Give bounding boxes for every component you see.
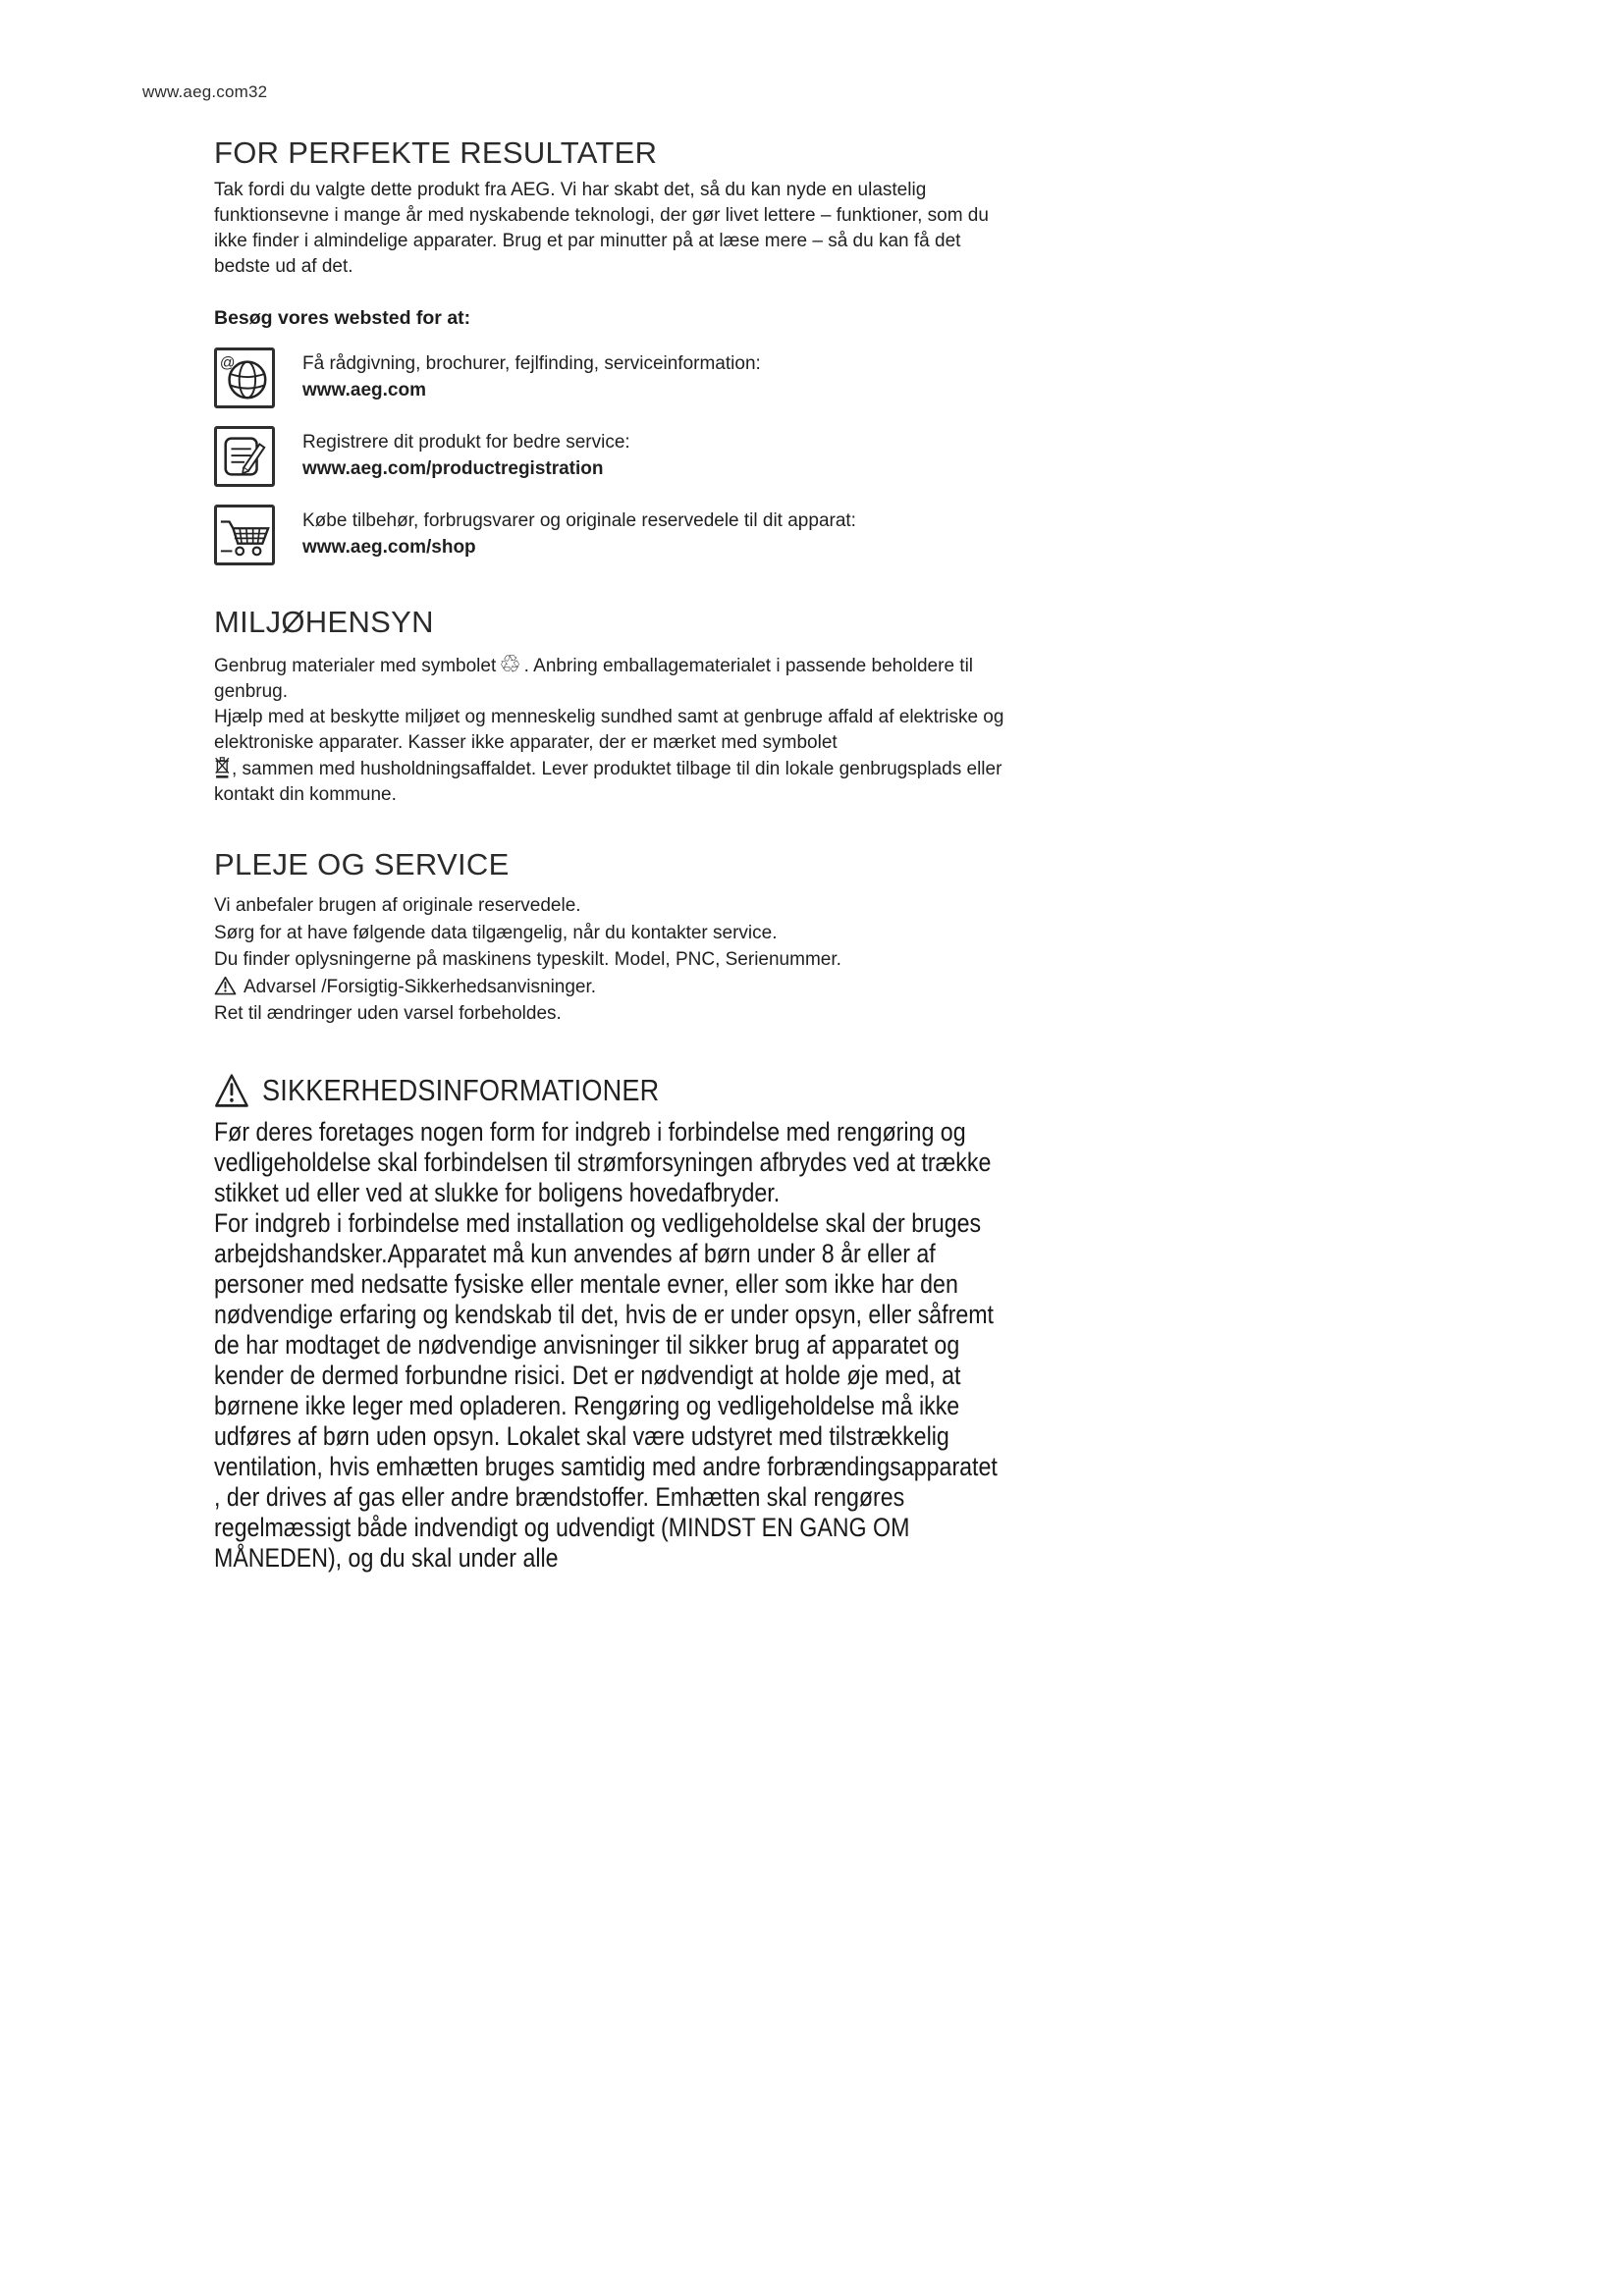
crossed-out-wheelie-bin-icon (214, 756, 231, 779)
recycle-symbol-icon: ♲ (499, 650, 521, 678)
safety-paragraph-2: For indgreb i forbindelse med installation og vedligeholdelse skal der bruges arbejdshandsker.Apparatet må kun anvendes af børn under 8 år eller af personer med nedsatte fysiske eller mentale evner, eller som ikke har den nødvendige erfaring og kendskab til det, hvis de er under opsyn, eller såfremt de har modtaget de nødvendige anvisninger til sikker brug af apparatet og kender de dermed forbundne risici. Det er nødvendigt at holde øje med, at børnene ikke leger med opladeren. Rengøring og vedligeholdelse må ikke udføres af børn uden opsyn. Lokalet skal være udstyret med tilstrækkelig ventilation, hvis emhætten bruges samtidig med andre forbrændingsapparatet , der drives af gas eller andre brændstoffer. Emhætten skal rengøres regelmæssigt både indvendigt og udvendigt (MINDST EN GANG OM MÅNEDEN), og du skal under alle (214, 1207, 998, 1573)
website-advice-text (302, 347, 761, 403)
care-line-2: Sørg for at have følgende data tilgængelig, når du kontakter service. (214, 922, 778, 943)
care-warning-text: Advarsel /Forsigtig-Sikkerhedsanvisninger. (244, 976, 597, 997)
care-line-5: Ret til ændringer uden varsel forbeholdes. (214, 1003, 562, 1024)
environment-paragraph-2: Hjælp med at beskytte miljøet og menneskelig sundhed samt at genbruge affald af elektriske og elektroniske apparater. Kasser ikke apparater, der er mærket med symbolet (214, 707, 1004, 753)
website-shop-url: www.aeg.com/shop (302, 537, 476, 558)
website-row-advice (214, 347, 1005, 408)
globe-at-icon (214, 347, 275, 408)
environment-p3-after: , sammen med husholdningsaffaldet. Lever produktet tilbage til din lokale genbrugsplads eller kontakt din kommune. (214, 759, 1002, 805)
environment-p1-before: Genbrug materialer med symbolet (214, 656, 497, 676)
website-row-shop (214, 505, 1005, 565)
website-row-registration (214, 426, 1005, 487)
safety-paragraph-1: Før deres foretages nogen form for indgreb i forbindelse med rengøring og vedligeholdelse skal forbindelsen til strømforsyningen afbrydes ved at trække stikket ud eller ved at slukke for boligens hovedafbryder. (214, 1116, 992, 1207)
product-registration-icon (214, 426, 275, 487)
safety-heading (214, 1073, 1004, 1108)
environment-paragraph-1 (214, 650, 1005, 705)
care-line-3: Du finder oplysningerne på maskinens typeskilt. Model, PNC, Serienummer. (214, 949, 841, 970)
safety-title: SIKKERHEDSINFORMATIONER (262, 1072, 660, 1107)
header-page-number: 32 (248, 82, 268, 101)
website-registration-url: www.aeg.com/productregistration (302, 458, 604, 479)
environment-paragraph-3 (214, 756, 1005, 808)
care-warning-line (214, 974, 1005, 1001)
website-registration-text (302, 426, 630, 482)
care-line-1: Vi anbefaler brugen af originale reservedele. (214, 895, 581, 916)
website-shop-description: Købe tilbehør, forbrugsvarer og originale reservedele til dit apparat: (302, 510, 856, 531)
environment-title: MILJØHENSYN (214, 605, 434, 639)
warning-triangle-icon (214, 976, 237, 995)
care-lines (214, 892, 1005, 1028)
page-content (214, 135, 1005, 1574)
websites-heading: Besøg vores websted for at: (214, 307, 471, 329)
shopping-cart-icon (214, 505, 275, 565)
website-advice-url: www.aeg.com (302, 380, 426, 400)
safety-section (214, 1073, 1004, 1574)
website-advice-description: Få rådgivning, brochurer, fejlfinding, serviceinformation: (302, 353, 761, 374)
website-shop-text (302, 505, 856, 561)
care-title: PLEJE OG SERVICE (214, 847, 510, 881)
warning-triangle-icon-large (214, 1073, 249, 1108)
svg-text:@: @ (219, 354, 236, 372)
header-site-url: www.aeg.com (142, 82, 249, 101)
intro-title: FOR PERFEKTE RESULTATER (214, 135, 658, 170)
environment-p1-after: . Anbring emballagematerialet i passende beholdere til genbrug. (214, 656, 974, 702)
intro-paragraph: Tak fordi du valgte dette produkt fra AEG. Vi har skabt det, så du kan nyde en ulastelig funktionsevne i mange år med nyskabende teknologi, der gør livet lettere – funktioner, som du ikke finder i almindelige apparater. Brug et par minutter på at læse mere – så du kan få det bedste ud af det. (214, 180, 989, 277)
website-registration-description: Registrere dit produkt for bedre service: (302, 432, 630, 453)
page-header (142, 82, 267, 102)
